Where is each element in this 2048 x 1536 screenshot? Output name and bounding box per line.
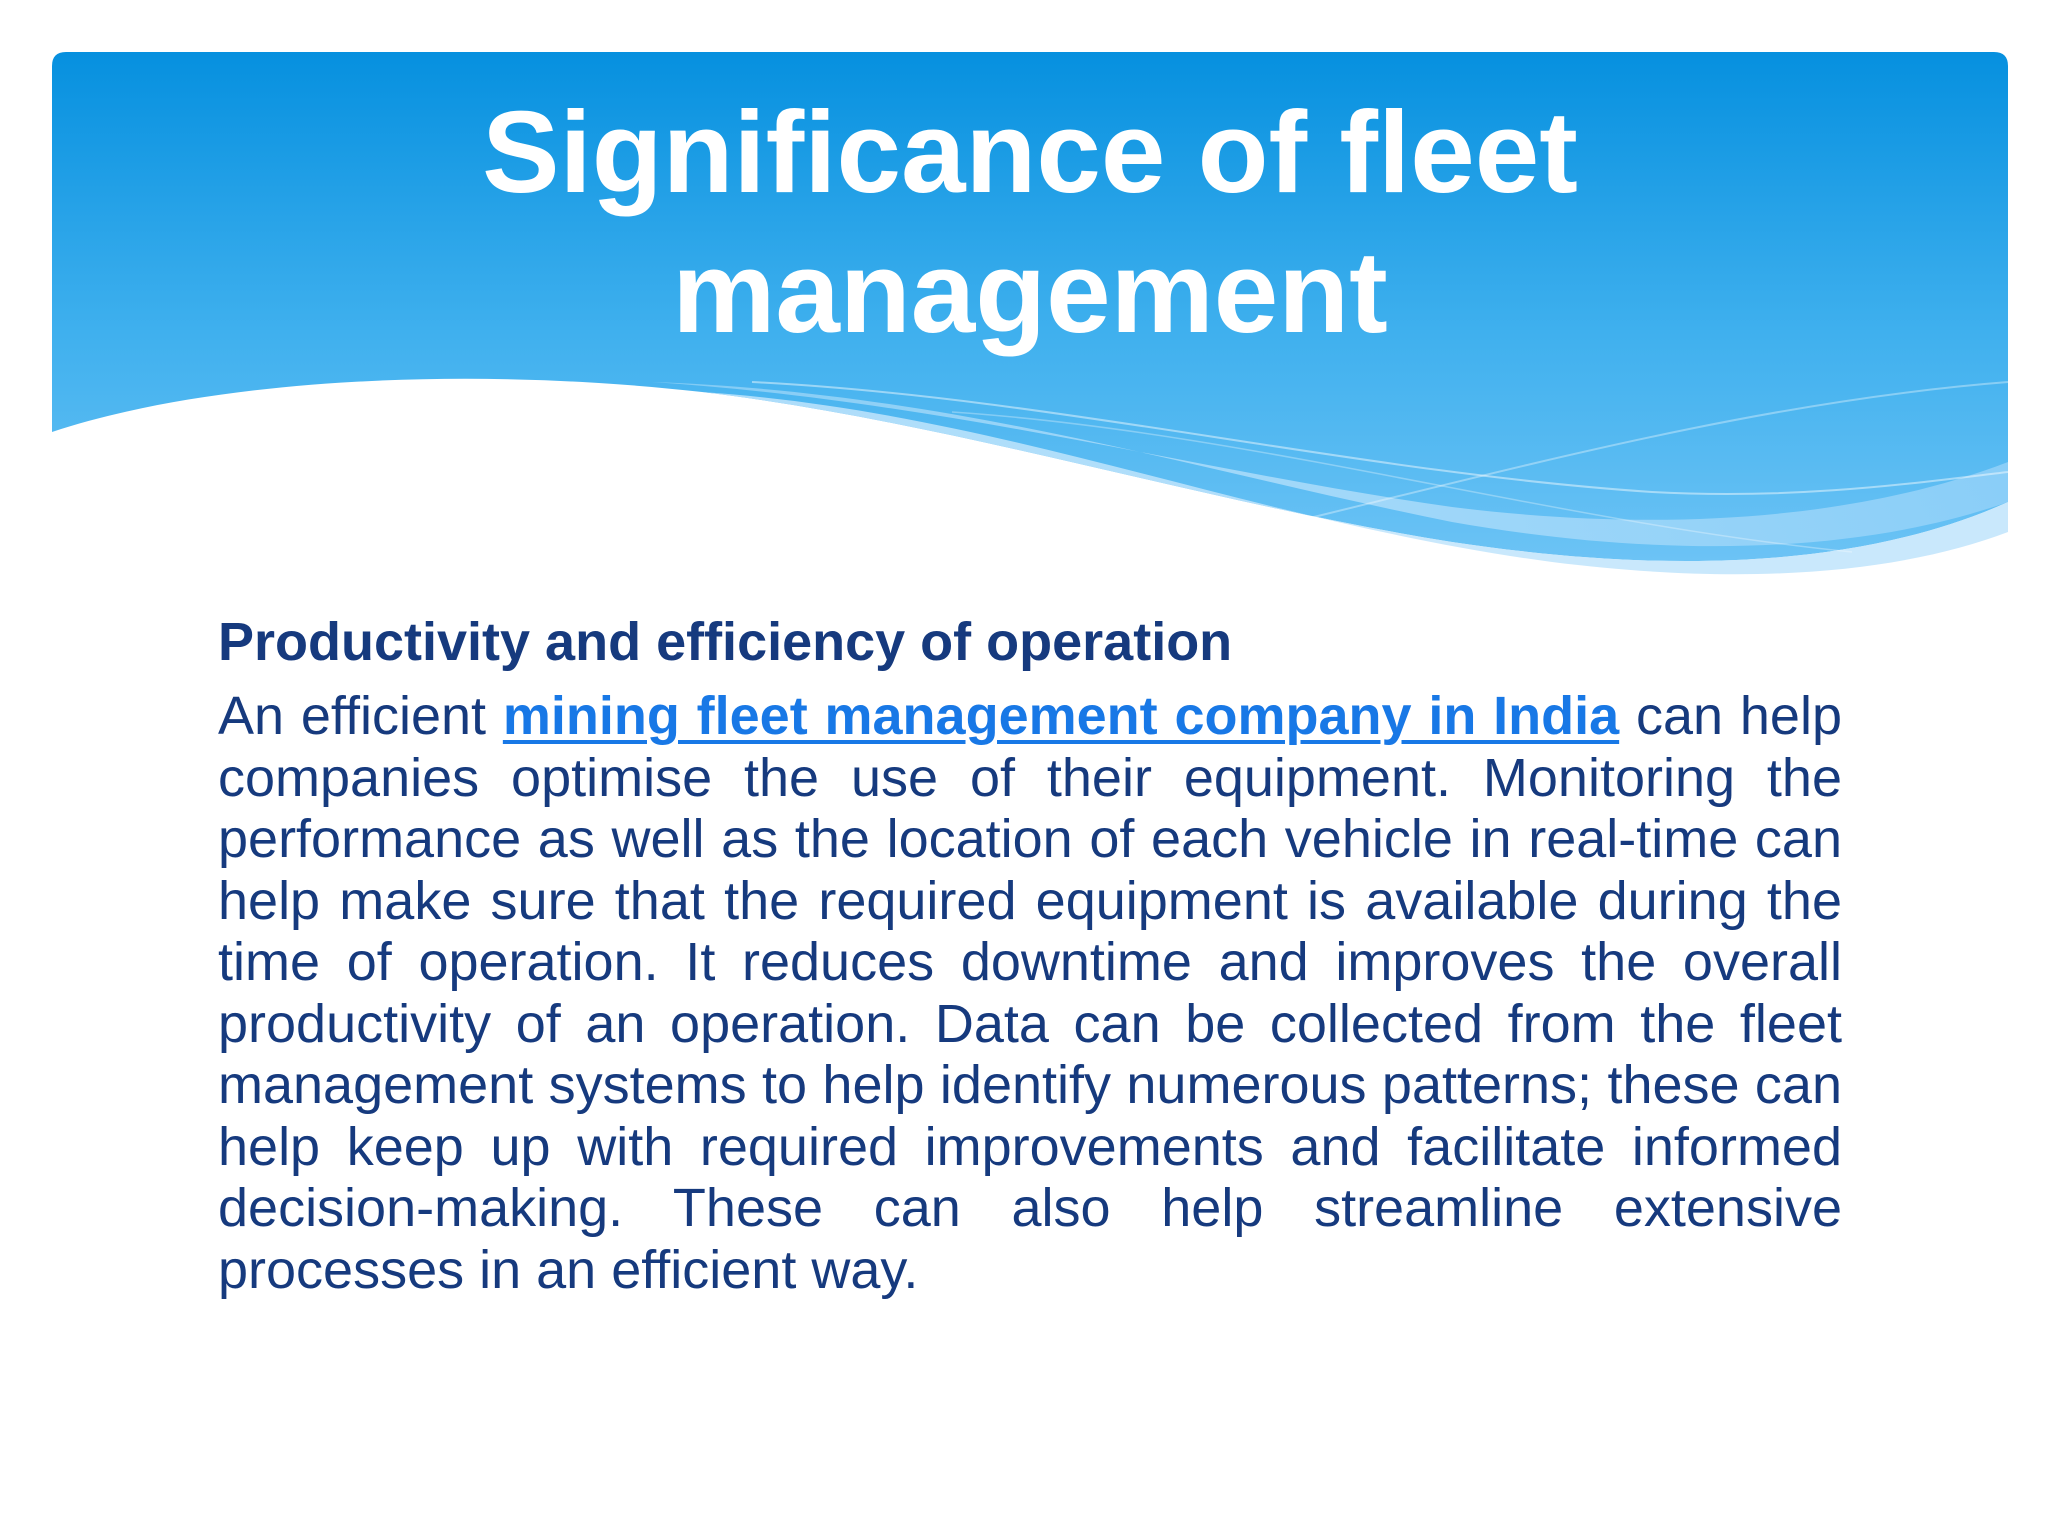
title-line-1: Significance of fleet [482, 87, 1578, 217]
body-text-start: An efficient [218, 686, 503, 746]
slide-title [52, 82, 2008, 362]
content-area [218, 608, 1842, 1301]
body-paragraph [218, 686, 1842, 1301]
body-text-rest: can help companies optimise the use of their equipment. Monitoring the performance as well as the location of each vehicle in real-time can help make sure that the required equipment is available during the time of operation. It reduces downtime and improves the overall productivity of an operation. Data can be collected from the fleet management systems to help identify numerous patterns; these can help keep up with required improvements and facilitate informed decision-making. These can also help streamline extensive processes in an efficient way. [218, 686, 1842, 1300]
mining-fleet-link[interactable]: mining fleet management company in India [502, 686, 1620, 746]
title-line-2: management [672, 227, 1388, 357]
section-heading: Productivity and efficiency of operation [218, 612, 1233, 672]
